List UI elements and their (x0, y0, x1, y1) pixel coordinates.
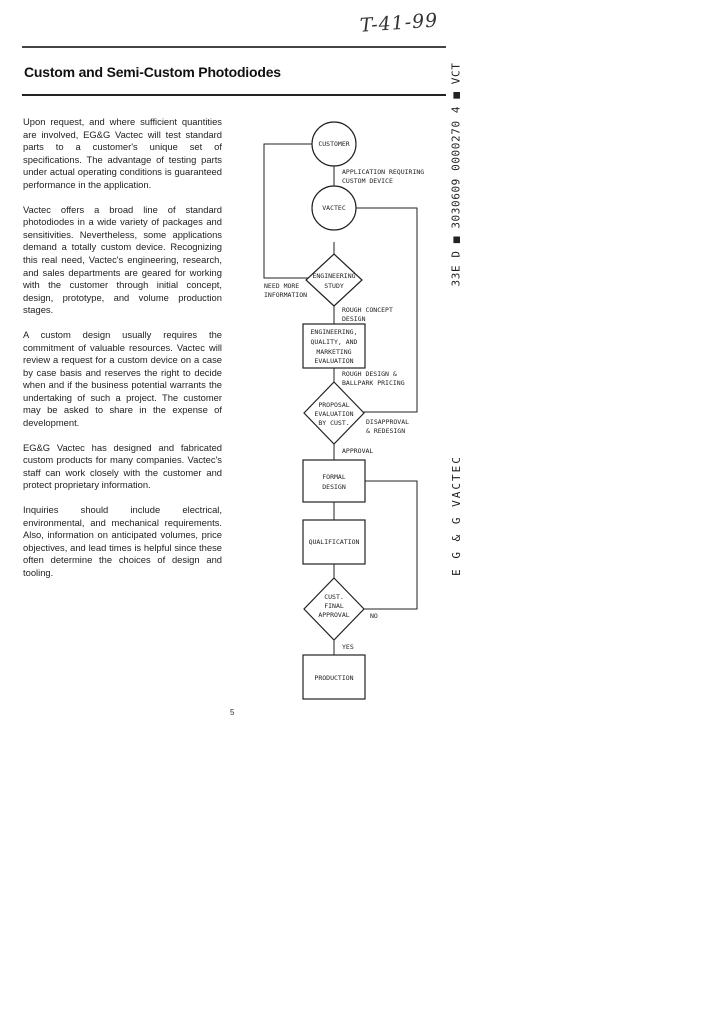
label-proposal-line: PROPOSAL (318, 401, 350, 409)
node-formal-design (303, 460, 365, 502)
side-vendor-text: E G & G VACTEC (449, 454, 463, 576)
node-engineering-study (306, 254, 362, 306)
edge-label-disapproval: DISAPPROVAL (366, 418, 410, 426)
label-formal-design-line: DESIGN (322, 483, 346, 491)
label-evaluation-line: EVALUATION (314, 357, 354, 365)
edge-label-disapproval: & REDESIGN (366, 427, 406, 435)
edge-label-rough-design: ROUGH DESIGN & (342, 370, 397, 378)
edge-label-no: NO (370, 612, 378, 620)
edge-label-rough-design: BALLPARK PRICING (342, 379, 405, 387)
label-evaluation-line: ENGINEERING, (310, 328, 358, 336)
process-flowchart (258, 110, 428, 710)
paragraph: Upon request, and where sufficient quantities are involved, EG&G Vactec will test standard parts to a customer's unique set of specifications. The advantage of testing parts under actual operating conditions is guaranteed performance in the application. (23, 116, 222, 190)
label-qualification: QUALIFICATION (308, 538, 360, 546)
edge-label-application: CUSTOM DEVICE (342, 177, 393, 185)
edge-label-rough-concept: ROUGH CONCEPT (342, 306, 393, 314)
side-vendor-name (446, 440, 466, 590)
edge-label-rough-concept: DESIGN (342, 315, 366, 323)
paragraph: Inquiries should include electrical, environmental, and mechanical requirements. Also, information on anticipated volumes, price objectives, and lead times is helpful since these often determine the choices of design and tooling. (23, 504, 222, 578)
label-evaluation-line: MARKETING (316, 348, 352, 356)
edge-label-application: APPLICATION REQUIRING (342, 168, 425, 176)
loop-need-more-information (264, 144, 312, 278)
side-document-code (446, 14, 466, 334)
handwritten-note: T-41-99 (359, 9, 439, 37)
edge-label-need-more: NEED MORE (264, 282, 300, 290)
paragraph: Vactec offers a broad line of standard photodiodes in a wide variety of packages and sensitivities. Nevertheless, some applications demand a totally custom device. Recognizing this real need, Vactec's engineering, research, and sales departments are geared for working with the customer through initial concept, design, prototype, and volume production stages. (23, 203, 222, 316)
top-rule (22, 46, 446, 48)
paragraph: A custom design usually requires the commitment of valuable resources. Vactec will review a request for a custom device on a case by case basis and reserves the right to decide when and if the business potential warrants the undertaking of such a project. The customer may be asked to share in the expense of development. (23, 328, 222, 429)
label-customer: CUSTOMER (318, 140, 350, 148)
label-study-line: ENGINEERING (312, 272, 356, 280)
label-approval-line: CUST. (324, 593, 344, 601)
label-approval-line: APPROVAL (318, 611, 350, 619)
edge-label-need-more: INFORMATION (264, 291, 308, 299)
page-number: 5 (230, 708, 235, 717)
edge-label-approval: APPROVAL (342, 447, 374, 455)
title-rule (22, 94, 446, 96)
label-production: PRODUCTION (314, 674, 354, 682)
side-code-text: 33E D ■ 3030609 0000270 4 ■ VCT (449, 62, 463, 286)
page-title: Custom and Semi-Custom Photodiodes (24, 64, 281, 80)
label-approval-line: FINAL (324, 602, 344, 610)
label-study-line: STUDY (324, 282, 344, 290)
label-vactec: VACTEC (322, 204, 346, 212)
label-proposal-line: BY CUST. (318, 419, 350, 427)
label-proposal-line: EVALUATION (314, 410, 354, 418)
edge-label-yes: YES (342, 643, 354, 651)
label-evaluation-line: QUALITY, AND (310, 338, 358, 346)
label-formal-design-line: FORMAL (322, 473, 346, 481)
body-text (23, 116, 222, 592)
paragraph: EG&G Vactec has designed and fabricated custom products for many companies. Vactec's staff can work closely with the customer and protect proprietary information. (23, 441, 222, 491)
